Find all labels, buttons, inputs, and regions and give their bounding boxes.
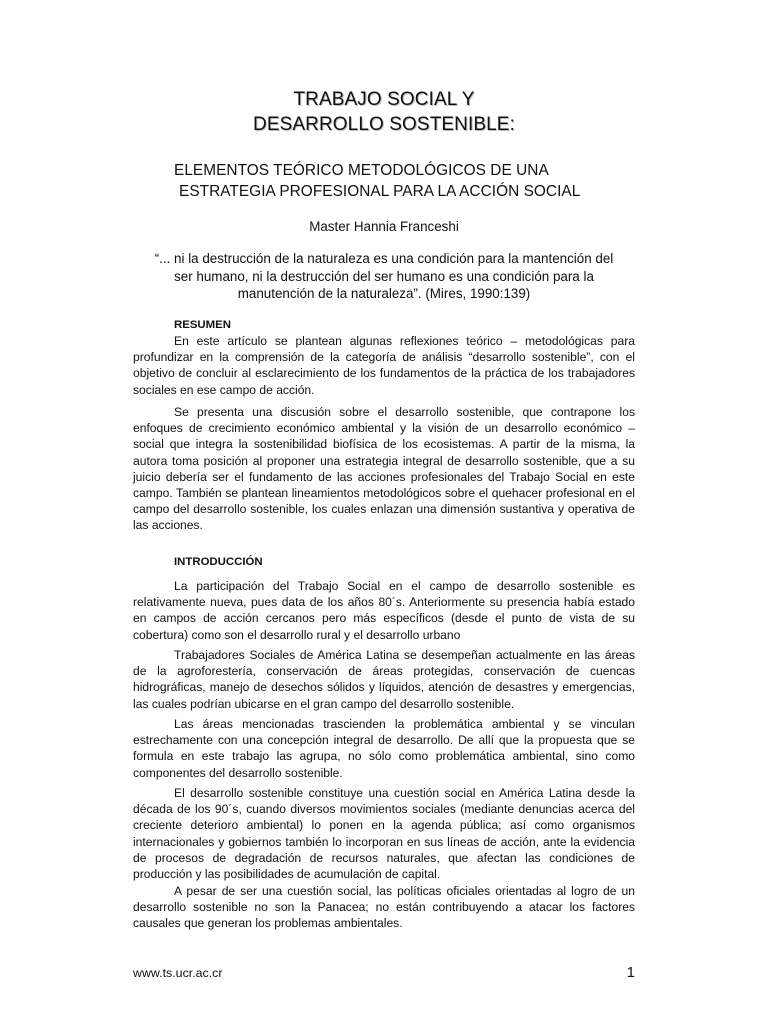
intro-paragraph: A pesar de ser una cuestión social, las políticas oficiales orientadas al logro de un desarrollo sostenible no son la Panacea; no están contribuyendo a atacar los factores causales que generan los problemas ambientales. — [133, 884, 635, 931]
intro-paragraph: La participación del Trabajo Social en el campo de desarrollo sostenible es relativamente nueva, pues data de los años 80´s. Anteriormente su presencia había estado en campos de acción cercanos pero más específicos (desde el punto de vista de su cobertura) como son el desarrollo rural y el desarrollo urbano — [133, 579, 635, 642]
title-line-1: TRABAJO SOCIAL Y — [293, 89, 475, 110]
title-line-2: DESARROLLO SOSTENIBLE: — [253, 114, 515, 135]
epigraph-line: manutención de la naturaleza”. (Mires, 1990:139) — [237, 286, 531, 301]
epigraph — [0, 250, 768, 303]
subtitle-line-2: ESTRATEGIA PROFESIONAL PARA LA ACCIÓN SOCIAL — [179, 183, 581, 200]
epigraph-line: ser humano, ni la destrucción del ser humano es una condición para la — [174, 268, 594, 284]
intro-paragraph: Trabajadores Sociales de América Latina se desempeñan actualmente en las áreas de la agroforestería, conservación de áreas protegidas, conservación de cuencas hidrográficas, manejo de desechos sólidos y líquidos, atención de desastres y emergencias, las cuales podrían ubicarse en el gran campo del desarrollo sostenible. — [133, 648, 635, 711]
intro-paragraph: Las áreas mencionadas trascienden la problemática ambiental y se vinculan estrechamente con una concepción integral de desarrollo. De allí que la propuesta que se formula en este trabajo las agrupa, no sólo como problemática ambiental, sino como componentes del desarrollo sostenible. — [133, 717, 635, 780]
resumen-paragraph: Se presenta una discusión sobre el desarrollo sostenible, que contrapone los enfoques de crecimiento económico ambiental y la visión de un desarrollo económico – social que integra la sostenibilidad biofísica de los ecosistemas. A partir de la misma, la autora toma posición al proponer una estrategia integral de desarrollo sostenible, que a su juicio debería ser el fundamento de las acciones profesionales del Trabajo Social en este campo. También se plantean lineamientos metodológicos sobre el quehacer profesional en el campo del desarrollo sostenible, los cuales enlazan una dimensión sustantiva y operativa de las acciones. — [133, 405, 635, 533]
epigraph-line: “... ni la destrucción de la naturaleza es una condición para la mantención del — [154, 251, 614, 266]
author: Master Hannia Franceshi — [309, 219, 459, 234]
resumen-paragraph: En este artículo se plantean algunas reflexiones teórico – metodológicas para profundizar en la comprensión de la categoría de análisis “desarrollo sostenible”, con el objetivo de concluir al esclarecimiento de los fundamentos de la práctica de los trabajadores sociales en ese campo de acción. — [133, 334, 635, 397]
footer-url: www.ts.ucr.ac.cr — [133, 966, 223, 980]
subtitle-line-1: ELEMENTOS TEÓRICO METODOLÓGICOS DE UNA — [174, 162, 549, 179]
introduccion-heading: INTRODUCCIÓN — [174, 556, 263, 568]
page-number: 1 — [626, 964, 635, 981]
intro-paragraph: El desarrollo sostenible constituye una cuestión social en América Latina desde la década de los 90´s, cuando diversos movimientos sociales (mediante denuncias acerca del creciente deterioro ambiental) lo ponen en la agenda pública; así como organismos internacionales y gobiernos también lo incorporan en sus líneas de acción, ante la evidencia de procesos de degradación de recursos naturales, que afectan las condiciones de producción y las posibilidades de acumulación de capital. — [133, 786, 635, 882]
resumen-heading: RESUMEN — [174, 319, 231, 331]
